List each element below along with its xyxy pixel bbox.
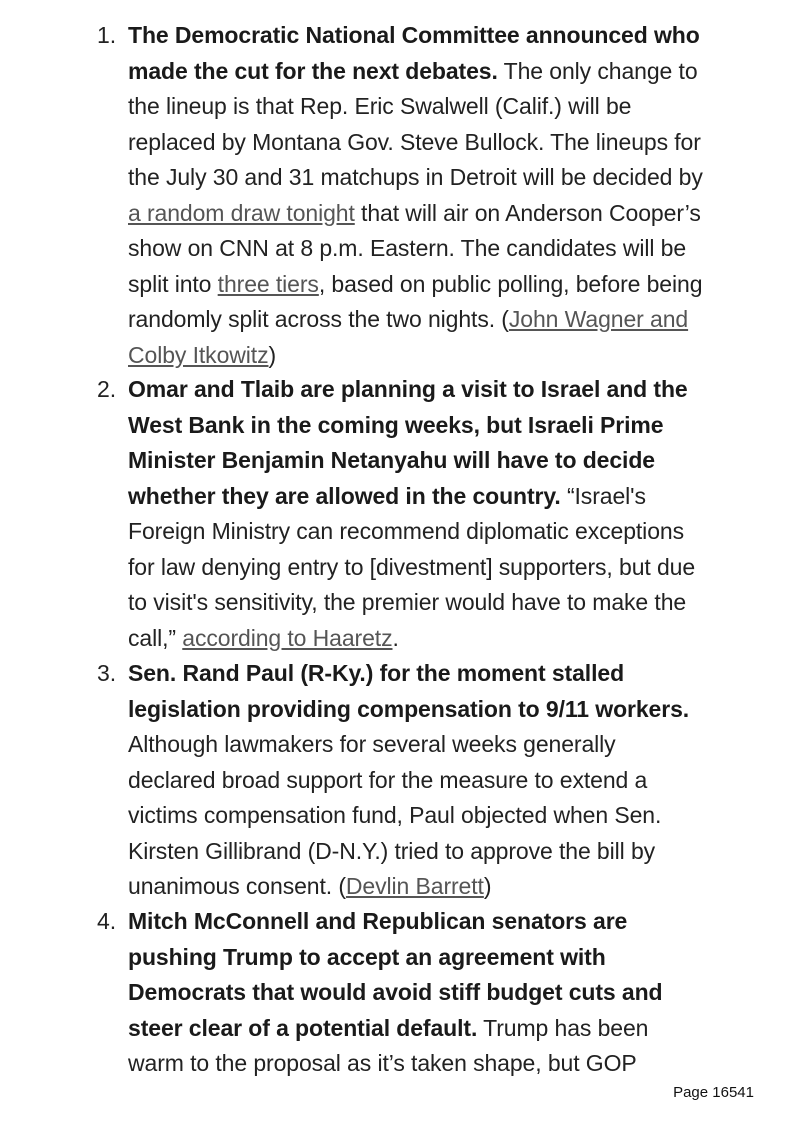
- author-link-wagner-itkowitz[interactable]: John Wagner and Colby Itkowitz: [128, 306, 689, 368]
- haaretz-link[interactable]: according to Haaretz: [182, 624, 393, 651]
- author-link-barrett[interactable]: Devlin Barrett: [345, 873, 484, 899]
- item-body-text: , based on public polling, before being randomly split across the two nights. (: [128, 270, 703, 332]
- list-item-3: [97, 656, 708, 905]
- item-headline: The Democratic National Committee announced who made the cut for the next debates.: [128, 22, 700, 84]
- item-body-text: ): [268, 341, 277, 368]
- page-number: Page 16541: [673, 1084, 754, 1101]
- item-body-text: Although lawmakers for several weeks generally declared broad support for the measure to extend a victims compensation fund, Paul objected when Sen. Kirsten Gillibrand (D-N.Y.) tried to approve the bill by unanimous consent. (: [128, 731, 662, 899]
- list-item-number: 4.: [97, 908, 116, 934]
- list-item-number: 1.: [97, 22, 116, 48]
- item-headline: Sen. Rand Paul (R-Ky.) for the moment stalled legislation providing compensation to 9/11 workers.: [128, 660, 690, 722]
- list-item-number: 2.: [97, 376, 116, 402]
- random-draw-link[interactable]: a random draw tonight: [128, 199, 355, 226]
- item-body-text: .: [392, 624, 399, 651]
- list-item-number: 3.: [97, 660, 116, 686]
- three-tiers-link[interactable]: three tiers: [217, 270, 319, 297]
- list-item-1: [97, 18, 708, 373]
- item-headline: Omar and Tlaib are planning a visit to Israel and the West Bank in the coming weeks, but Israeli Prime Minister Benjamin Netanyahu will have to decide whether they are allowed in the country.: [128, 376, 688, 509]
- item-body-text: The only change to the lineup is that Rep. Eric Swalwell (Calif.) will be replaced by Montana Gov. Steve Bullock. The lineups for the July 30 and 31 matchups in Detroit will be decided by: [128, 57, 703, 190]
- item-body-text: “Israel's Foreign Ministry can recommend diplomatic exceptions for law denying entry to [divestment] supporters, but due to visit's sensitivity, the premier would have to make the call,”: [128, 482, 696, 651]
- list-item-4: [97, 904, 708, 1082]
- list-item-2: [97, 372, 708, 656]
- item-body-text: ): [483, 873, 492, 899]
- item-headline: Mitch McConnell and Republican senators are pushing Trump to accept an agreement with Democrats that would avoid stiff budget cuts and steer clear of a potential default.: [128, 908, 663, 1041]
- item-body-text: Trump has been warm to the proposal as it’s taken shape, but GOP: [128, 1014, 649, 1076]
- item-body-text: that will air on Anderson Cooper’s show on CNN at 8 p.m. Eastern. The candidates will be split into: [128, 199, 701, 297]
